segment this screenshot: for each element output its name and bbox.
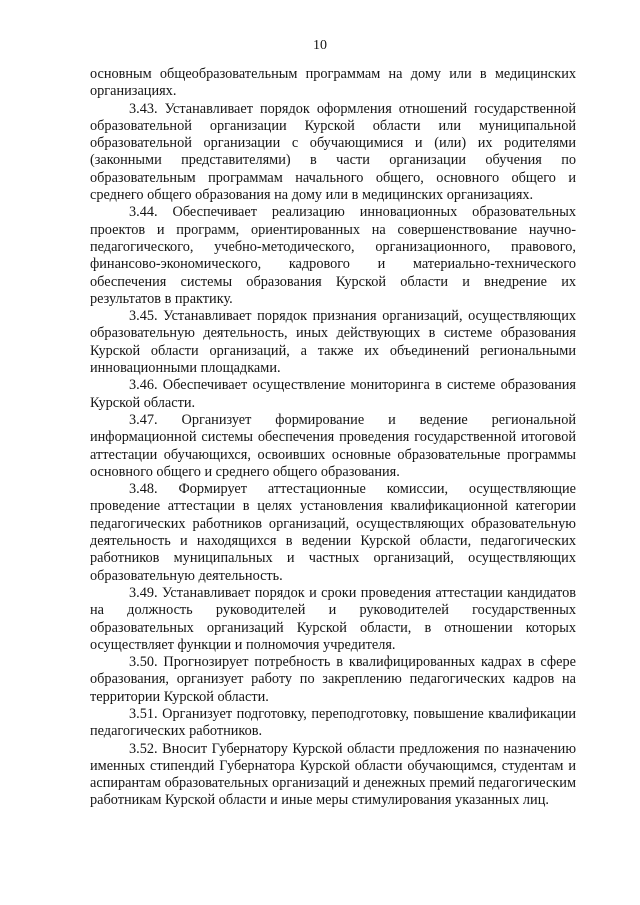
paragraph-3-43: 3.43. Устанавливает порядок оформления отношений государственной образовательной организации Курской области или муниципальной образовательной организации с обучающимися и (или) их родителями (законными представителями) в части организации обучения по образовательным программам начального общего, основного общего и среднего общего образования на дому или в медицинских организациях.	[90, 100, 576, 204]
paragraph-3-45: 3.45. Устанавливает порядок признания организаций, осуществляющих образовательную деятельность, иных действующих в системе образования Курской области организаций, а также их объединений региональными инновационными площадками.	[90, 308, 576, 377]
paragraph-3-48: 3.48. Формирует аттестационные комиссии, осуществляющие проведение аттестации в целях установления квалификационной категории педагогических работников организаций, осуществляющих образовательную деятельность и находящихся в ведении Курской области, педагогических работников муниципальных и частных организаций, осуществляющих образовательную деятельность.	[90, 481, 576, 584]
paragraph-3-47: 3.47. Организует формирование и ведение региональной информационной системы обеспечения проведения государственной итоговой аттестации обучающихся, освоивших основные образовательные программы основного общего и среднего общего образования.	[90, 411, 576, 480]
paragraph-3-46: 3.46. Обеспечивает осуществление мониторинга в системе образования Курской области.	[90, 377, 576, 411]
page-number: 10	[313, 38, 327, 53]
paragraph-3-51: 3.51. Организует подготовку, переподготовку, повышение квалификации педагогических работников.	[90, 705, 576, 740]
paragraph-3-49: 3.49. Устанавливает порядок и сроки проведения аттестации кандидатов на должность руководителей и руководителей государственных образовательных организаций Курской области, в отношении которых осуществляет функции и полномочия учредителя.	[90, 584, 576, 653]
document-body	[90, 66, 576, 810]
paragraph-3-44: 3.44. Обеспечивает реализацию инновационных образовательных проектов и программ, ориентированных на совершенствование научно-педагогического, учебно-методического, организационного, правового, финансово-экономического, кадрового и материально-технического обеспечения системы образования Курской области и внедрение их результатов в практику.	[90, 204, 576, 307]
paragraph-continuation: основным общеобразовательным программам на дому или в медицинских организациях.	[90, 66, 576, 100]
paragraph-3-50: 3.50. Прогнозирует потребность в квалифицированных кадрах в сфере образования, организует работу по закреплению педагогических кадров на территории Курской области.	[90, 654, 576, 705]
paragraph-3-52: 3.52. Вносит Губернатору Курской области предложения по назначению именных стипендий Губернатора Курской области обучающимся, студентам и аспирантам образовательных организаций и денежных премий педагогическим работникам Курской области и иные меры стимулирования указанных лиц.	[90, 740, 576, 809]
